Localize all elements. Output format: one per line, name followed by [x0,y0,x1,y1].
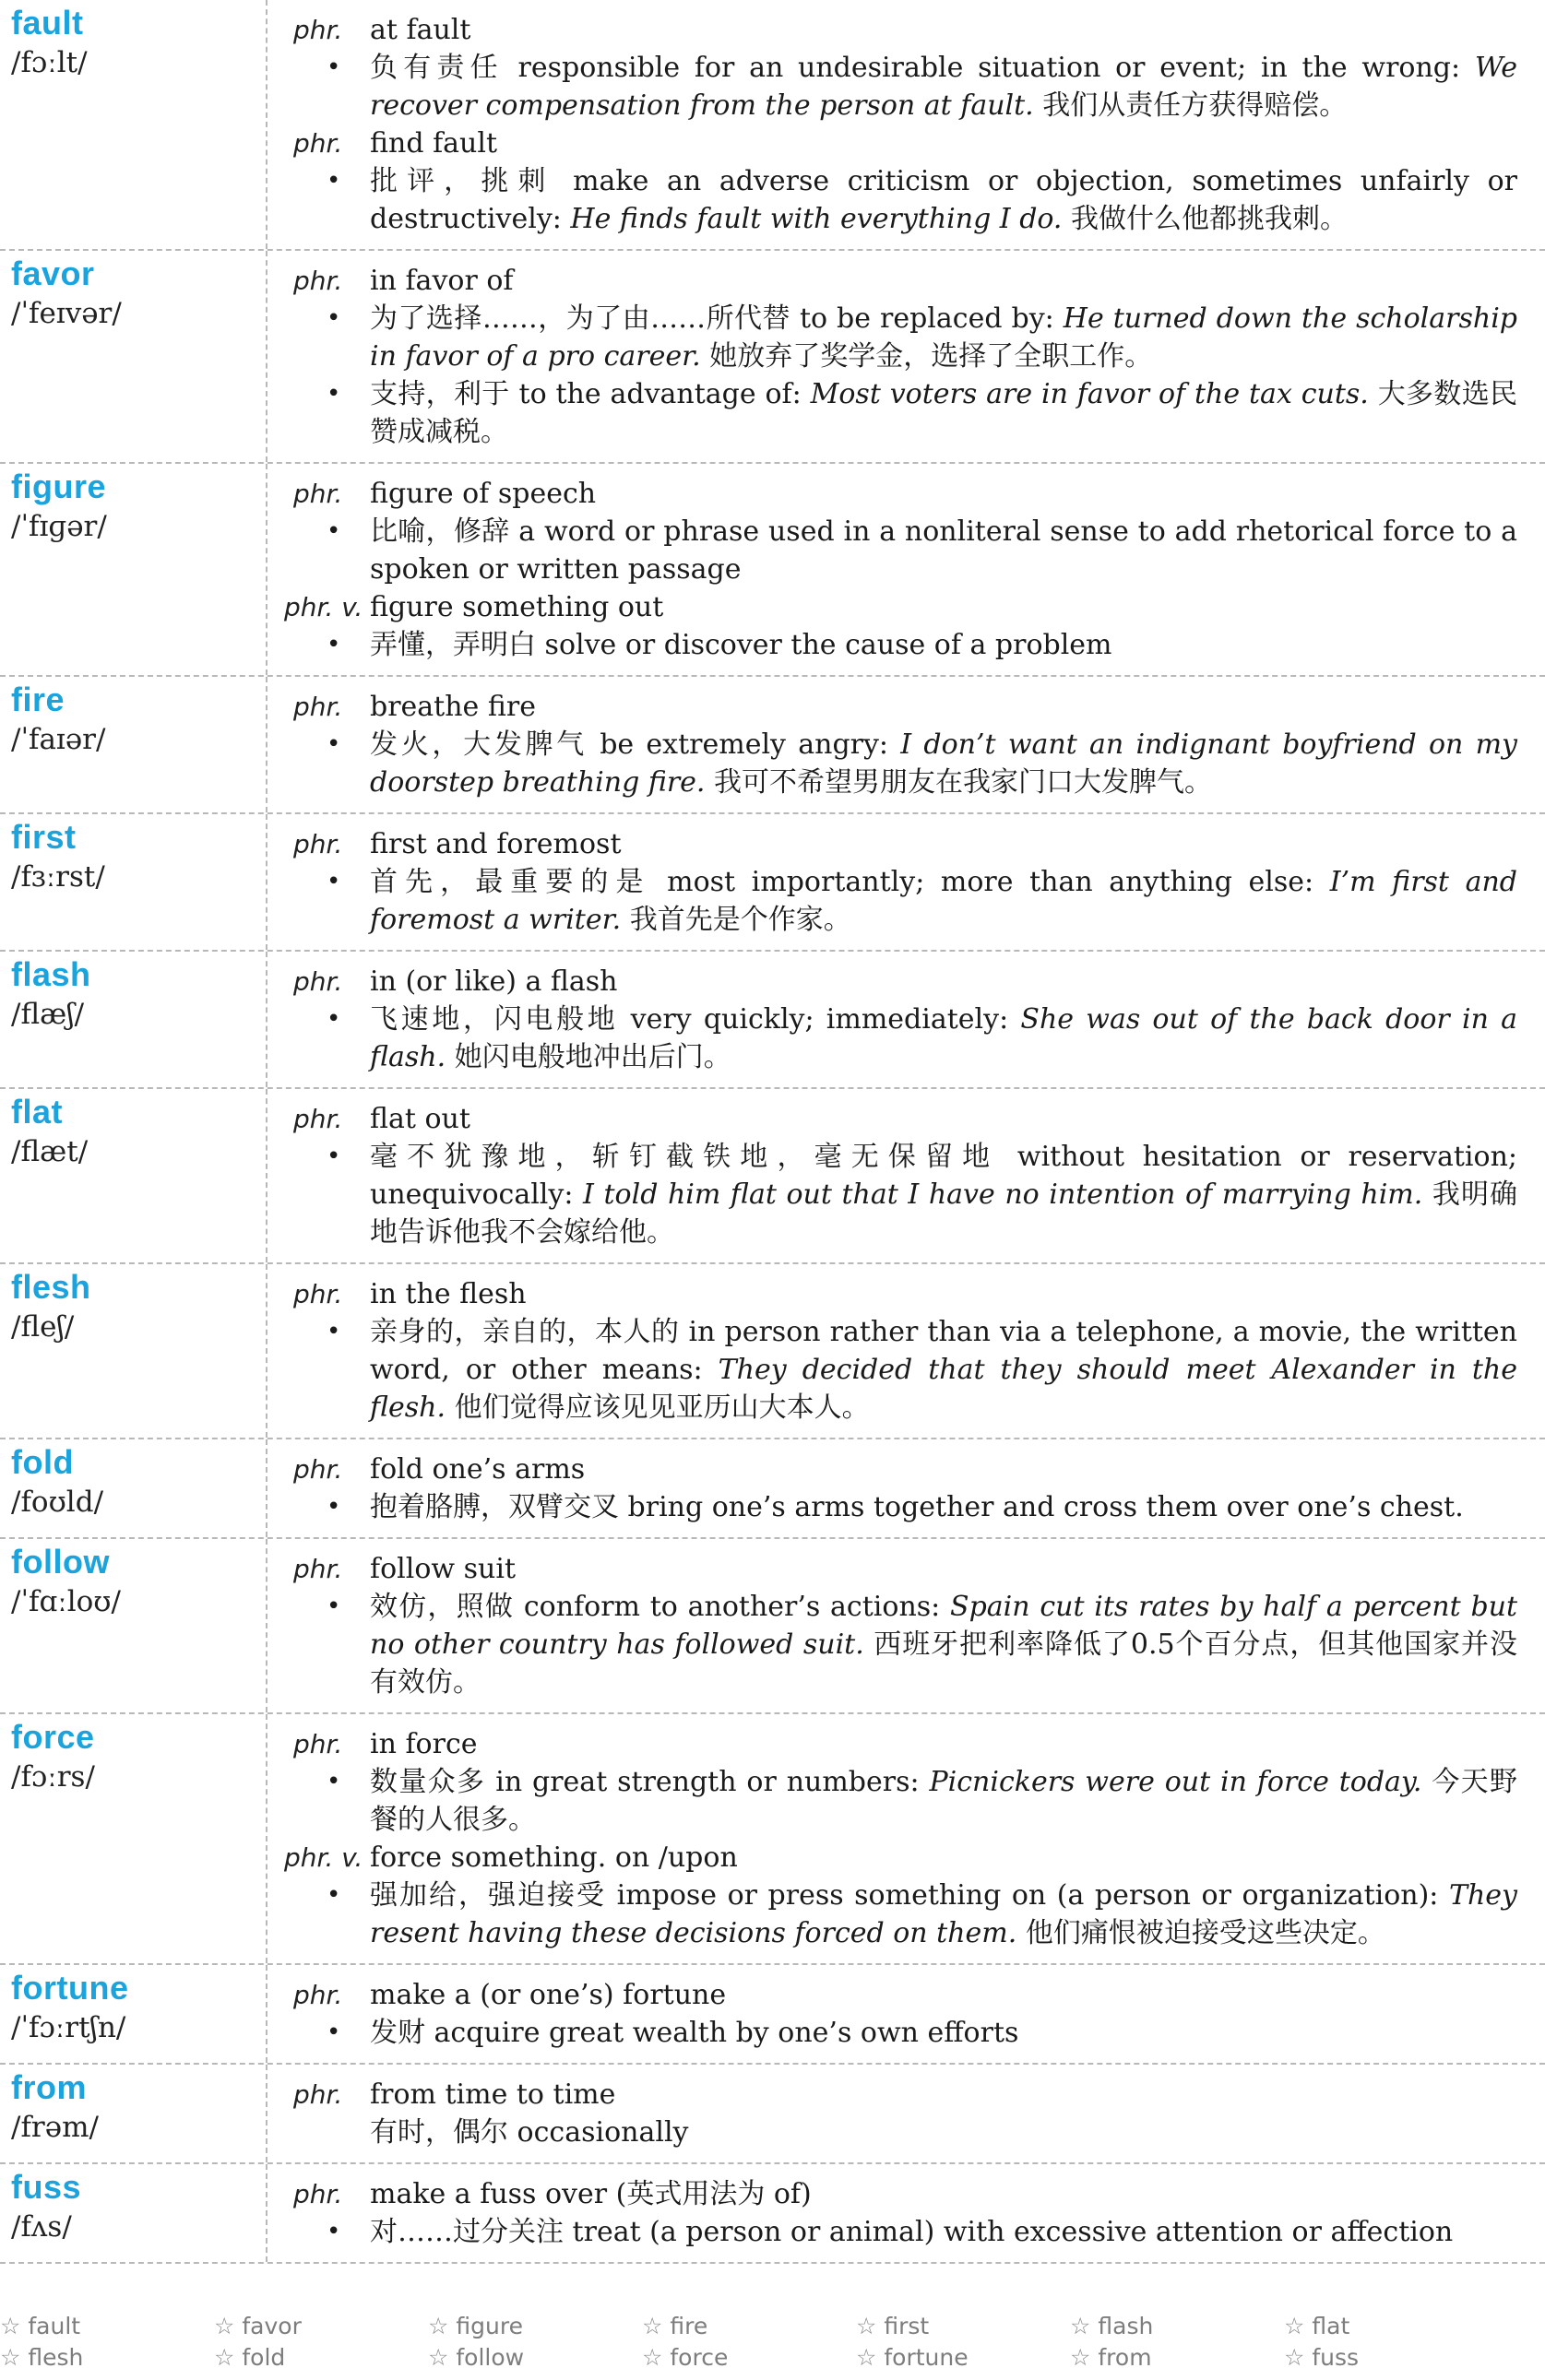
example-translation: 我做什么他都挑我刺。 [1071,203,1349,235]
footer-word: fuss [1312,2344,1360,2371]
footer-link-from[interactable] [1070,2344,1284,2375]
example-translation: 我首先是个作家。 [629,904,851,936]
pronunciation: /flæt/ [11,1135,89,1168]
sense-line [284,1488,1517,1526]
example-sentence: She was out of the back door in a flash. [370,1003,1517,1073]
sense-text [370,300,1517,375]
sense-english: make an adverse criticism or objection, sometimes unfairly or destructively: [370,165,1518,235]
phrase-line [284,825,1517,863]
sense-english: most importantly; more than anything else: [667,866,1330,898]
phrase-line [284,1839,1517,1877]
headword-cell [0,2164,267,2262]
entry-flat [0,1089,1545,1264]
phrase: fold one’s arms [370,1453,586,1486]
example-sentence: I told him flat out that I have no intention of marrying him. [583,1178,1423,1211]
entry-body [267,952,1545,1087]
headword: fuss [11,2168,82,2206]
headword: from [11,2068,87,2106]
phrase-line [284,475,1517,513]
phrase: flat out [370,1103,470,1135]
example-translation: 今天野餐的人很多。 [370,1766,1517,1836]
footer-word: figure [456,2313,523,2339]
phrase-line [284,2076,1517,2114]
headword: follow [11,1543,110,1581]
sense-chinese: 为了选择……，为了由……所代替 [370,302,790,335]
example-translation: 她放弃了奖学金，选择了全职工作。 [709,340,1153,373]
pronunciation: /ˈfɪɡər/ [11,510,107,543]
example-translation: 她闪电般地冲出后门。 [454,1041,731,1073]
entry-body [267,464,1545,675]
sense-line [284,375,1517,451]
example-translation: 他们觉得应该见见亚历山大本人。 [454,1391,870,1424]
sense-english: bring one’s arms together and cross them over one’s chest. [627,1491,1464,1523]
sense-chinese: 效仿，照做 [370,1591,515,1623]
star-icon: ☆ [856,2344,877,2371]
sense-line [284,2114,1517,2151]
phrase-line [284,11,1517,49]
entry-fold [0,1439,1545,1539]
footer-word: flash [1098,2313,1154,2339]
bullet-icon: • [327,1005,341,1033]
headword: favor [11,255,95,292]
star-icon: ☆ [1284,2313,1305,2339]
pronunciation: /ˈfɔːrtʃn/ [11,2011,126,2044]
headword-cell [0,0,267,249]
footer-word: force [670,2344,729,2371]
pronunciation: /fɔːlt/ [11,46,88,79]
pos-label: phr. [293,1729,343,1759]
sense-english: acquire great wealth by one’s own efforts [434,2017,1019,2049]
star-icon: ☆ [214,2313,235,2339]
sense-text [370,626,1517,664]
phrase-line [284,124,1517,162]
star-icon: ☆ [0,2344,21,2371]
bullet-icon: • [327,1493,341,1521]
headword-cell [0,1089,267,1262]
example-translation: 我明确地告诉他我不会嫁给他。 [370,1178,1517,1249]
entry-body [267,2164,1545,2262]
pronunciation: /ˈfɑːloʊ/ [11,1585,121,1618]
phrase-line [284,963,1517,1001]
sense-chinese: 发财 [370,2017,425,2049]
pos-label: phr. v. [284,1842,363,1873]
footer-word: fault [28,2313,81,2339]
phrase: first and foremost [370,828,622,860]
sense-chinese: 抱着胳膊，双臂交叉 [370,1491,619,1523]
sense-english: in great strength or numbers: [495,1766,930,1798]
entry-first [0,814,1545,952]
example-translation: 大多数选民赞成减税。 [370,378,1518,448]
sense-line [284,726,1517,801]
pos-label: phr. [293,1454,343,1485]
example-sentence: Spain cut its rates by half a percent but no other country has followed suit. [370,1591,1518,1661]
footer-word: flat [1312,2313,1350,2339]
pos-label: phr. v. [284,592,363,622]
pronunciation: /ˈfaɪər/ [11,723,106,756]
entry-body [267,2065,1545,2162]
phrase: at fault [370,14,471,46]
star-icon: ☆ [642,2313,663,2339]
entry-body [267,1089,1545,1262]
bullet-icon: • [327,868,341,895]
entry-from [0,2065,1545,2164]
example-sentence: They decided that they should meet Alexander in the flesh. [370,1354,1518,1424]
phrase: find fault [370,127,498,160]
example-translation: 西班牙把利率降低了0.5个百分点，但其他国家并没有效仿。 [370,1628,1517,1699]
sense-text [370,513,1517,588]
headword: flash [11,955,91,993]
footer-link-flat[interactable] [1284,2313,1498,2344]
entry-body [267,814,1545,950]
sense-english: impose or press something on (a person or organization): [616,1879,1449,1912]
entry-body [267,1965,1545,2063]
footer-word: from [1098,2344,1152,2371]
pos-label: phr. [293,1279,343,1309]
pos-label: phr. [293,1980,343,2010]
phrase: in force [370,1728,478,1760]
pos-label: phr. [293,966,343,997]
sense-english: occasionally [517,2116,689,2149]
footer-word: first [884,2313,930,2339]
sense-english: be extremely angry: [600,728,901,761]
sense-chinese: 毫不犹豫地，斩钉截铁地，毫无保留地 [370,1141,1000,1173]
sense-text [370,1488,1517,1526]
example-sentence: He finds fault with everything I do. [570,203,1063,235]
sense-line [284,49,1517,124]
pos-label: phr. [293,266,343,296]
pronunciation: /flæʃ/ [11,998,85,1031]
entry-flash [0,952,1545,1089]
headword: figure [11,468,107,505]
bullet-icon: • [327,380,341,408]
star-icon: ☆ [856,2313,877,2339]
pronunciation: /fleʃ/ [11,1310,75,1344]
headword-cell [0,1439,267,1537]
footer-link-force[interactable] [642,2344,856,2375]
headword-cell [0,952,267,1087]
footer-link-fuss[interactable] [1284,2344,1498,2375]
footer-link-fortune[interactable] [856,2344,1070,2375]
sense-chinese: 强加给，强迫接受 [370,1879,607,1912]
sense-text [370,1763,1517,1839]
phrase: in the flesh [370,1278,527,1310]
entry-flesh [0,1264,1545,1439]
sense-line [284,300,1517,375]
pronunciation: /foʊld/ [11,1486,104,1519]
example-translation: 我可不希望男朋友在我家门口大发脾气。 [714,766,1213,799]
entry-force [0,1714,1545,1965]
pos-label: phr. [293,128,343,159]
sense-chinese: 发火，大发脾气 [370,728,588,761]
sense-english: responsible for an undesirable situation or event; in the wrong: [517,52,1475,84]
pos-label: phr. [293,2079,343,2110]
sense-line [284,1588,1517,1701]
headword: flat [11,1093,63,1131]
sense-text [370,1001,1517,1076]
headword-cell [0,1714,267,1963]
phrase-line [284,588,1517,626]
footer-row [0,2344,1545,2375]
sense-english: to be replaced by: [799,302,1064,335]
phrase: make a fuss over (英式用法为 of) [370,2178,812,2210]
headword: first [11,818,77,856]
sense-text [370,726,1517,801]
headword: fault [11,4,84,41]
example-sentence: I don’t want an indignant boyfriend on my doorstep breathing fire. [370,728,1517,799]
pronunciation: /frəm/ [11,2111,99,2144]
entry-body [267,1264,1545,1438]
headword-cell [0,1539,267,1712]
sense-chinese: 批评，挑刺 [370,165,555,197]
sense-text [370,1877,1517,1952]
phrase: follow suit [370,1553,516,1585]
entry-follow [0,1539,1545,1714]
footer-link-flash[interactable] [1070,2313,1284,2344]
headword-cell [0,2065,267,2162]
footer-link-fire[interactable] [642,2313,856,2344]
sense-chinese: 有时，偶尔 [370,2116,508,2149]
footer-word: fortune [884,2344,969,2371]
entry-fortune [0,1965,1545,2065]
sense-english: a word or phrase used in a nonliteral sense to add rhetorical force to a spoken or written passage [370,515,1517,586]
star-icon: ☆ [428,2344,449,2371]
bullet-icon: • [327,1593,341,1620]
phrase-line [284,1550,1517,1588]
star-icon: ☆ [1070,2313,1091,2339]
bullet-icon: • [327,2019,341,2046]
sense-chinese: 比喻，修辞 [370,515,510,548]
entry-body [267,0,1545,249]
sense-english: solve or discover the cause of a problem [544,629,1112,661]
sense-text [370,1138,1517,1251]
phrase: figure of speech [370,478,597,510]
pos-label: phr. [293,1554,343,1584]
phrase: breathe fire [370,691,536,723]
sense-chinese: 飞速地，闪电般地 [370,1003,619,1036]
footer-word: follow [456,2344,525,2371]
sense-chinese: 亲身的，亲自的，本人的 [370,1316,680,1348]
pos-label: phr. [293,829,343,859]
phrase-line [284,1450,1517,1488]
headword-cell [0,1264,267,1438]
sense-chinese: 支持，利于 [370,378,510,410]
bullet-icon: • [327,1318,341,1345]
sense-text [370,1313,1517,1427]
entry-body [267,1539,1545,1712]
sense-text [370,2114,1517,2151]
headword: fire [11,681,65,718]
sense-text [370,375,1517,451]
headword-cell [0,1965,267,2063]
footer-row [0,2313,1545,2344]
pos-label: phr. [293,1104,343,1134]
sense-line [284,1763,1517,1839]
footer-link-fold[interactable] [214,2344,428,2375]
phrase-line [284,688,1517,726]
phrase: in (or like) a flash [370,965,618,998]
phrase: from time to time [370,2078,616,2111]
entry-body [267,1439,1545,1537]
example-sentence: He turned down the scholarship in favor of a pro career. [370,302,1517,373]
bullet-icon: • [327,167,341,195]
footer-link-fault[interactable] [0,2313,214,2344]
example-translation: 他们痛恨被迫接受这些决定。 [1025,1917,1385,1949]
example-sentence: Picnickers were out in force today. [929,1766,1422,1798]
sense-chinese: 首先，最重要的是 [370,866,651,898]
star-icon: ☆ [1070,2344,1091,2371]
bullet-icon: • [327,730,341,758]
bullet-icon: • [327,631,341,658]
phrase-line [284,262,1517,300]
bullet-icon: • [327,53,341,81]
star-icon: ☆ [642,2344,663,2371]
phrase-line [284,1275,1517,1313]
footer-link-flesh[interactable] [0,2344,214,2375]
headword: fortune [11,1969,129,2007]
footer-word: flesh [28,2344,84,2371]
star-icon: ☆ [214,2344,235,2371]
footer-link-figure[interactable] [428,2313,642,2344]
phrase: force something. on /upon [370,1841,738,1874]
entry-body [267,251,1545,462]
star-icon: ☆ [1284,2344,1305,2371]
entry-fuss [0,2164,1545,2264]
pos-label: phr. [293,2179,343,2209]
pronunciation: /fɔːrs/ [11,1760,95,1794]
entry-figure [0,464,1545,677]
entry-body [267,1714,1545,1963]
sense-text [370,1588,1517,1701]
example-translation: 我们从责任方获得赔偿。 [1042,89,1348,122]
bullet-icon: • [327,1143,341,1170]
sense-text [370,863,1517,939]
sense-chinese: 弄懂，弄明白 [370,629,536,661]
example-sentence: They resent having these decisions forced on them. [370,1879,1518,1949]
sense-english: very quickly; immediately: [630,1003,1021,1036]
bullet-icon: • [327,1768,341,1795]
phrase-line [284,1976,1517,2014]
pos-label: phr. [293,479,343,509]
pronunciation: /fɜːrst/ [11,860,105,894]
sense-chinese: 数量众多 [370,1766,486,1798]
sense-english: without hesitation or reservation; unequivocally: [370,1141,1517,1211]
sense-text [370,2014,1517,2052]
entry-body [267,677,1545,812]
pos-label: phr. [293,15,343,45]
footer-word: fire [670,2313,708,2339]
example-sentence: Most voters are in favor of the tax cuts. [810,378,1369,410]
bullet-icon: • [327,1881,341,1909]
phrase: figure something out [370,591,664,623]
headword-cell [0,464,267,675]
phrase: make a (or one’s) fortune [370,1979,727,2011]
sense-chinese: 负有责任 [370,52,504,84]
sense-text [370,162,1517,238]
entry-fire [0,677,1545,814]
sense-text [370,2213,1517,2251]
bullet-icon: • [327,2218,341,2245]
sense-text [370,49,1517,124]
word-index-footer [0,2313,1545,2375]
sense-line [284,1877,1517,1952]
footer-word: favor [242,2313,302,2339]
pos-label: phr. [293,692,343,722]
bullet-icon: • [327,304,341,332]
sense-english: conform to another’s actions: [523,1591,951,1623]
headword: fold [11,1443,74,1481]
footer-link-follow[interactable] [428,2344,642,2375]
sense-english: to the advantage of: [518,378,811,410]
example-sentence: We recover compensation from the person at fault. [370,52,1517,122]
sense-line [284,863,1517,939]
entry-fault [0,0,1545,251]
pronunciation: /fʌs/ [11,2210,72,2244]
footer-link-favor[interactable] [214,2313,428,2344]
sense-english: treat (a person or animal) with excessive attention or affection [572,2216,1454,2248]
sense-line [284,1001,1517,1076]
footer-word: fold [242,2344,286,2371]
sense-english: in person rather than via a telephone, a movie, the written word, or other means: [370,1316,1518,1386]
phrase: in favor of [370,265,514,297]
headword-cell [0,251,267,462]
headword-cell [0,814,267,950]
star-icon: ☆ [428,2313,449,2339]
entry-favor [0,251,1545,464]
example-sentence: I’m first and foremost a writer. [370,866,1517,936]
sense-line [284,513,1517,588]
headword-cell [0,677,267,812]
pronunciation: /ˈfeɪvər/ [11,297,122,330]
sense-line [284,2213,1517,2251]
sense-line [284,1138,1517,1251]
star-icon: ☆ [0,2313,21,2339]
headword: force [11,1718,95,1756]
sense-chinese: 对……过分关注 [370,2216,564,2248]
sense-line [284,2014,1517,2052]
headword: flesh [11,1268,91,1306]
footer-link-first[interactable] [856,2313,1070,2344]
bullet-icon: • [327,517,341,545]
sense-line [284,1313,1517,1427]
phrase-line [284,1725,1517,1763]
sense-line [284,626,1517,664]
phrase-line [284,1100,1517,1138]
sense-line [284,162,1517,238]
phrase-line [284,2175,1517,2213]
